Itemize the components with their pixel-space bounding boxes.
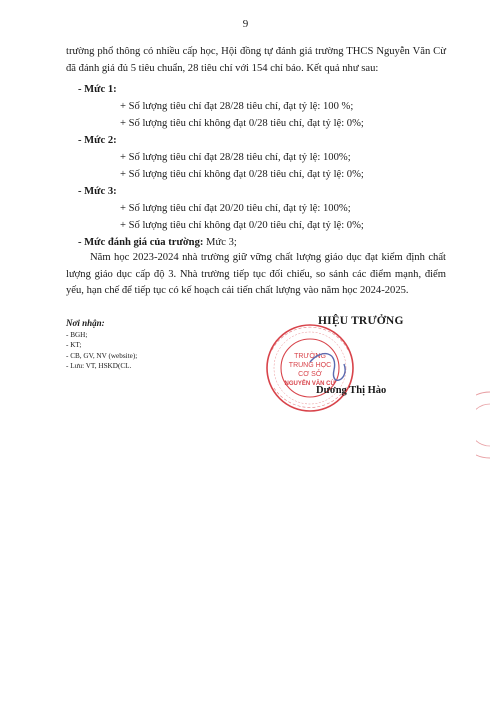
stamp-line-1: TRƯỜNG (294, 353, 326, 360)
signer-name: Dương Thị Hào (316, 385, 387, 396)
evaluation-levels (66, 81, 446, 251)
overall-evaluation (78, 234, 446, 251)
overall-value: Mức 3; (203, 237, 237, 248)
page-number: 9 (242, 18, 249, 30)
recipient-item: - CB, GV, NV (website); (66, 351, 138, 360)
level-3-met-line: + Số lượng tiêu chí đạt 20/20 tiêu chí, đạt tỷ lệ: 100%; (120, 203, 351, 214)
recipients-block (66, 318, 236, 372)
recipient-item: - BGH; (66, 330, 88, 339)
level-2-unmet-line: + Số lượng tiêu chí không đạt 0/28 tiêu chí, đạt tỷ lệ: 0%; (120, 169, 364, 180)
edge-stamp-mark (476, 390, 491, 460)
level-1-unmet-line: + Số lượng tiêu chí không đạt 0/28 tiêu chí, đạt tỷ lệ: 0%; (120, 118, 364, 129)
level-2-title: - Mức 2: (78, 135, 117, 146)
stamp-line-3: CƠ SỞ (298, 371, 322, 378)
stamp-line-2: TRUNG HỌC (288, 362, 332, 369)
level-2-met-line: + Số lượng tiêu chí đạt 28/28 tiêu chí, đạt tỷ lệ: 100%; (120, 152, 351, 163)
intro-paragraph: trường phổ thông có nhiều cấp học, Hội đồng tự đánh giá trường THCS Nguyễn Văn Cừ đã đánh giá đủ 5 tiêu chuẩn, 28 tiêu chí với 154 chỉ báo. Kết quả như sau: (66, 46, 446, 74)
level-3-title: - Mức 3: (78, 186, 117, 197)
recipient-item: - Lưu: VT, HSKD(CL. (66, 362, 132, 370)
level-1-met-line: + Số lượng tiêu chí đạt 28/28 tiêu chí, đạt tỷ lệ: 100 %; (120, 101, 354, 112)
recipient-item: - KT; (66, 341, 82, 349)
signer-title: HIỆU TRƯỞNG (318, 315, 404, 327)
level-3-unmet-line: + Số lượng tiêu chí không đạt 0/20 tiêu chí, đạt tỷ lệ: 0%; (120, 220, 364, 231)
signature-block (262, 310, 462, 410)
stamp-line-4: NGUYỄN VĂN CỪ (284, 381, 336, 387)
overall-label: - Mức đánh giá của trường: (78, 237, 204, 248)
school-stamp (264, 322, 356, 414)
recipients-title: Nơi nhận: (66, 318, 105, 328)
closing-paragraph: Năm học 2023-2024 nhà trường giữ vững chất lượng giáo dục đạt kiểm định chất lượng giáo dục cấp độ 3. Nhà trường tiếp tục đối chiếu, so sánh các điểm mạnh, điểm yếu, hạn chế để tiếp tục có kế hoạch cải tiến chất lượng vào năm học 2024-2025. (66, 252, 446, 296)
level-1-title: - Mức 1: (78, 84, 117, 95)
